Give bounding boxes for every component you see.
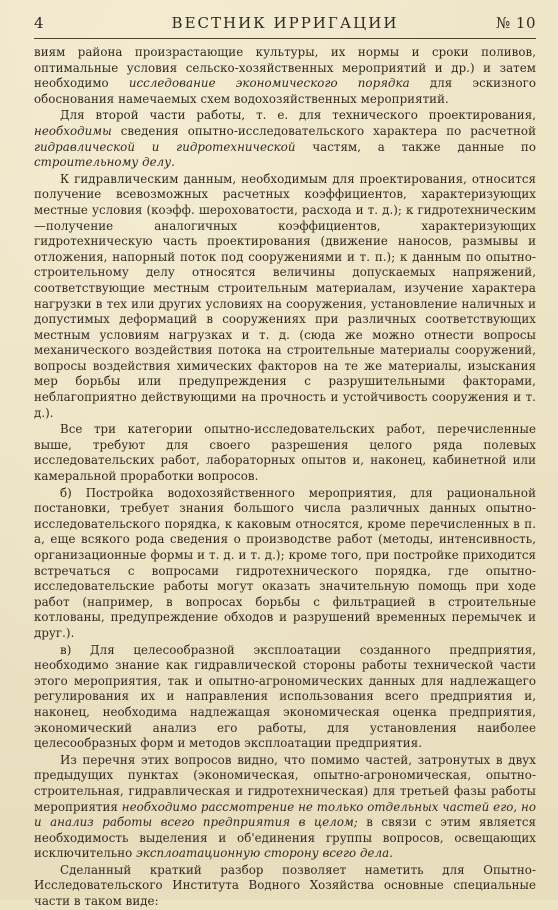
- paragraph-text: в) Для целесообразной эксплоатации созданного предприятия, необходимо знание как гидравлической стороны работы технической части этого мероприятия, так и опытно-агрономических данных для надлежащего регулирования их и направления использования всего предприятия и, наконец, необходима надлежащая экономическая оценка предприятия, экономический анализ его работы, для установления наиболее целесообразных форм и методов эксплоатации предприятия.: [34, 642, 536, 751]
- paragraph-text: Сделанный краткий разбор позволяет наметить для Опытно-Исследовательского Института Водного Хозяйства основные специальные части в таком виде:: [34, 862, 536, 909]
- paragraph: [34, 753, 536, 862]
- paragraph-text: виям района произрастающие культуры, их нормы и сроки поливов, оптимальные условия сельско-хозяйственных мероприятий и др.) и затем необходимо: [34, 45, 536, 91]
- paragraph: [34, 486, 536, 642]
- paragraph: [34, 422, 536, 484]
- paragraph: [34, 108, 536, 170]
- paragraph-text: в связи с этим является необходимость выделения и об'единения группы вопросов, освещающих исключительно: [34, 815, 536, 861]
- article-body: [34, 45, 536, 910]
- emphasis-text: гидравлической и гидротехнической: [34, 139, 296, 154]
- emphasis-text: необходимо рассмотрение не только отдельных частей его, но и анализ работы всего предприятия в целом;: [34, 799, 536, 830]
- paragraph-text: частям, а также данные по: [295, 139, 536, 154]
- paragraph-text: б) Постройка водохозяйственного мероприятия, для рациональной постановки, требует знания большого числа различных данных опытно-исследовательского порядка, к каковым относятся, кроме перечисленных в п. а, еще всякого рода сведения о производстве работ (методы, интенсивность, организационные формы и т. д. и т. д.); кроме того, при постройке приходится встречаться с вопросами гидротехнического порядка, где опытно-исследовательские работы могут оказать значительную помощь при ходе работ (например, в вопросах борьбы с фильтрацией в строительные котлованы, предупреждение обходов и разрушений временных перемычек и друг.).: [34, 485, 536, 640]
- paragraph-text: Все три категории опытно-исследовательских работ, перечисленные выше, требуют для своего разрешения целого ряда полевых исследовательских работ, лабораторных опытов и, наконец, кабинетной или камеральной проработки вопросов.: [34, 422, 536, 484]
- paragraph-text: для эскизного обоснования намечаемых схем водохозяйственных мероприятий.: [34, 76, 536, 106]
- issue-number: № 10: [495, 14, 536, 32]
- journal-title: ВЕСТНИК ИРРИГАЦИИ: [171, 14, 399, 32]
- emphasis-text: эксплоатационную сторону всего дела.: [136, 846, 394, 861]
- page-header: [34, 14, 536, 39]
- paragraph-text: сведения опытно-исследовательского характера по расчетной: [111, 123, 536, 138]
- paragraph-text: Для второй части работы, т. е. для технического проектирования,: [60, 108, 536, 123]
- paragraph: [34, 863, 536, 910]
- paragraph-text: К гидравлическим данным, необходимым для проектирования, относится получение всевозможных расчетных коэффициентов, характеризующих местные условия (коэфф. шероховатости, расхода и т. д.); к гидротехническим—получение аналогичных коэффициентов, характеризующих гидротехническую часть проектирования (движение наносов, размывы и отложения, напорный поток под сооружениями и т. п.); к данным по опытно-строительному делу относятся величины допускаемых напряжений, соответствующие местным строительным материалам, изучение характера нагрузки в тех или других условиях на сооружения, установление наличных и допустимых деформаций в сооружениях при различных соответствующих местным условиям нагрузках и т. д. (сюда же можно отнести вопросы механического воздействия потока на строительные материалы сооружений, вопросы воздействия химических факторов на те же материалы, изыскания мер борьбы или предупреждения с разрушительными факторами, неблагоприятно действующими на прочность и устойчивость сооружения и т. д.).: [34, 171, 536, 420]
- paragraph: [34, 643, 536, 752]
- paragraph: [34, 45, 536, 107]
- emphasis-text: строительному делу.: [34, 155, 175, 170]
- page-number: 4: [34, 14, 45, 32]
- emphasis-text: исследование экономического порядка: [128, 76, 410, 91]
- emphasis-text: необходимы: [34, 123, 112, 138]
- paragraph: [34, 172, 536, 422]
- paragraph-text: Из перечня этих вопросов видно, что помимо частей, затронутых в двух предыдущих пунктах (экономическая, опытно-агрономическая, опытно-строительная, гидравлическая и гидротехническая) для третьей фазы работы мероприятия: [34, 752, 536, 814]
